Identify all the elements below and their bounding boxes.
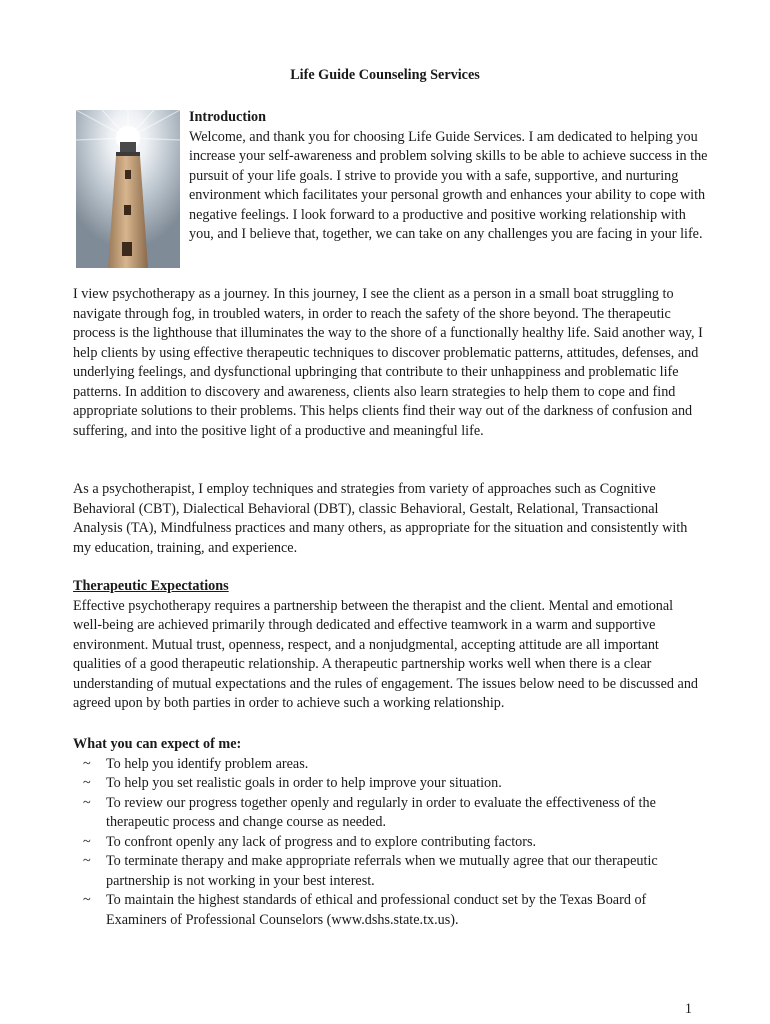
tilde-bullet: ~ xyxy=(83,853,91,869)
page-number: 1 xyxy=(684,1001,692,1017)
list-item xyxy=(73,891,703,930)
list-item xyxy=(73,755,703,775)
expect-me-list xyxy=(73,755,703,931)
lighthouse-image xyxy=(76,110,180,268)
list-item-text: To help you identify problem areas. xyxy=(106,755,309,772)
tilde-bullet: ~ xyxy=(83,892,91,908)
list-item xyxy=(73,852,703,891)
expectations-section xyxy=(73,577,703,714)
tilde-bullet: ~ xyxy=(83,775,91,791)
list-item-text: To confront openly any lack of progress and to explore contributing factors. xyxy=(106,833,537,850)
list-item-text: To review our progress together openly and regularly in order to evaluate the effectiveness of the therapeutic process and change course as needed. xyxy=(106,794,656,830)
expect-me-section xyxy=(73,735,703,930)
journey-paragraph: I view psychotherapy as a journey. In this journey, I see the client as a person in a small boat struggling to navigate through fog, in troubled waters, in order to reach the safety of the shore beyond. The therapeutic process is the lighthouse that illuminates the way to the shore of a functionally healthy life. Said another way, I help clients by using effective therapeutic techniques to discover problematic patterns, attitudes, defenses, and underlying feelings, and dysfunctional upbringing that contribute to their unhappiness and problematic life patterns. In addition to discovery and awareness, clients also learn strategies to help them to cope and find appropriate solutions to their problems. This helps clients find their way out of the darkness of confusion and suffering, and into the positive light of a productive and meaningful life. xyxy=(73,286,703,439)
tilde-bullet: ~ xyxy=(83,833,91,850)
list-item xyxy=(73,833,703,853)
document-title: Life Guide Counseling Services xyxy=(290,67,480,83)
expect-me-heading: What you can expect of me: xyxy=(73,736,242,752)
list-item-text: To terminate therapy and make appropriate referrals when we mutually agree that our therapeutic partnership is not working in your best interest. xyxy=(106,853,658,889)
expectations-text: Effective psychotherapy requires a partnership between the therapist and the client. Mental and emotional well-being are achieved primarily through dedicated and effective teamwork in a warm and supportive environment. Mutual trust, openness, respect, and a nonjudgmental, accepting attitude are all important qualities of a good therapeutic relationship. A therapeutic partnership works well when there is a clear understanding of mutual expectations and the rules of engagement. The issues below need to be discussed and agreed upon by both parties in order to achieve such a working relationship. xyxy=(73,597,699,711)
tilde-bullet: ~ xyxy=(83,794,91,811)
intro-text: Welcome, and thank you for choosing Life Guide Services. I am dedicated to helping you increase your self-awareness and problem solving skills to be able to achieve success in the pursuit of your life goals. I strive to provide you with a safe, supportive, and nurturing environment which facilitates your personal growth and enhances your ability to cope with negative feelings. I look forward to a productive and positive working relationship with you, and I believe that, together, we can take on any challenges you are facing in your life. xyxy=(189,128,708,242)
list-item-text: To help you set realistic goals in order to help improve your situation. xyxy=(106,775,502,791)
list-item xyxy=(73,774,703,794)
tilde-bullet: ~ xyxy=(83,755,91,772)
intro-section xyxy=(189,108,709,245)
expectations-heading: Therapeutic Expectations xyxy=(73,578,229,594)
list-item-text: To maintain the highest standards of ethical and professional conduct set by the Texas Board of Examiners of Professional Counselors (www.dshs.state.tx.us). xyxy=(106,892,647,928)
intro-heading: Introduction xyxy=(189,109,266,125)
approaches-paragraph: As a psychotherapist, I employ techniques and strategies from variety of approaches such as Cognitive Behavioral (CBT), Dialectical Behavioral (DBT), classic Behavioral, Gestalt, Relational, Transactional Analysis (TA), Mindfulness practices and many others, as appropriate for the situation and consistently with my education, training, and experience. xyxy=(73,481,688,556)
list-item xyxy=(73,794,703,833)
